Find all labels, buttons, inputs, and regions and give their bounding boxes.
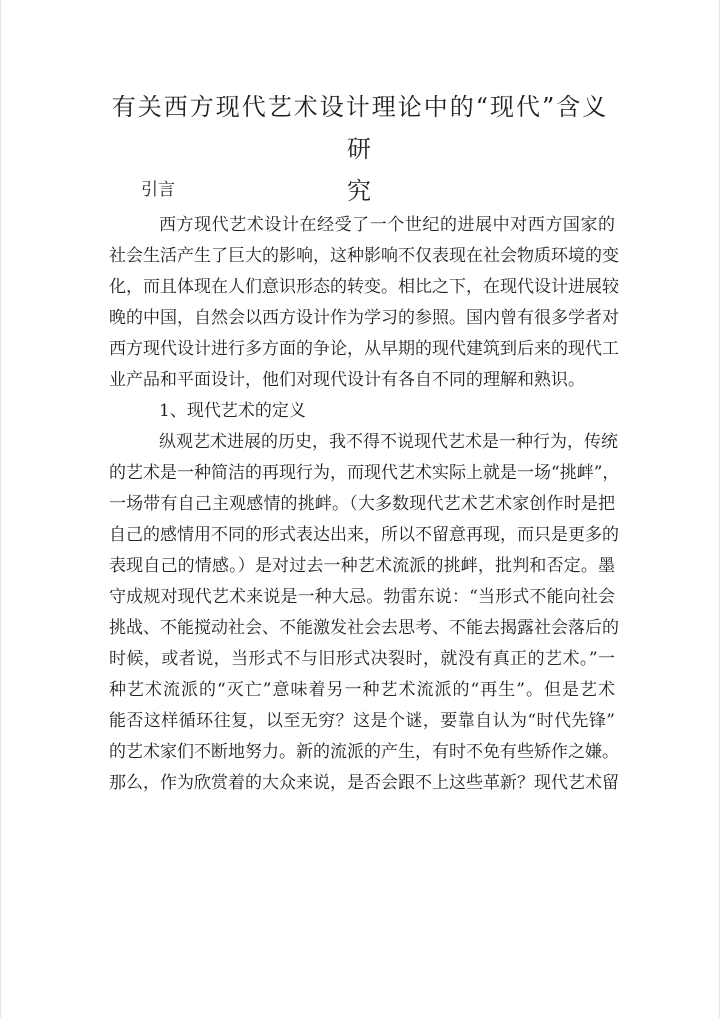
paragraph-line: 时候，或者说，当形式不与旧形式决裂时，就没有真正的艺术。”一: [109, 649, 615, 669]
paragraph-line: 表现自己的情感。）是对过去一种艺术流派的挑衅，批判和否定。墨: [109, 556, 615, 576]
paragraph-line: 纵观艺术进展的历史，我不得不说现代艺术是一种行为，传统: [159, 432, 618, 452]
paragraph-line: 的艺术是一种简洁的再现行为，而现代艺术实际上就是一场“挑衅”，: [109, 463, 620, 483]
intro-heading: 引言: [141, 180, 175, 200]
paragraph-line: 社会生活产生了巨大的影响，这种影响不仅表现在社会物质环境的变: [109, 246, 619, 266]
title-line-1: 有关西方现代艺术设计理论中的“现代”含义研: [111, 93, 609, 163]
paragraph-line: 守成规对现代艺术来说是一种大忌。勃雷东说：“当形式不能向社会: [109, 587, 615, 607]
section-heading: 1、现代艺术的定义: [159, 401, 306, 421]
paragraph-line: 西方现代艺术设计在经受了一个世纪的进展中对西方国家的: [159, 215, 615, 235]
paragraph-line: 自己的感情用不同的形式表达出来，所以不留意再现，而只是更多的: [109, 525, 619, 545]
paragraph-line: 种艺术流派的“灭亡”意味着另一种艺术流派的“再生”。但是艺术: [109, 680, 615, 700]
paragraph-line: 挑战、不能搅动社会、不能激发社会去思考、不能去揭露社会落后的: [109, 618, 619, 638]
page-left-edge: [0, 0, 1, 1018]
paragraph-line: 化，而且体现在人们意识形态的转变。相比之下，在现代设计进展较: [109, 277, 619, 297]
paragraph-line: 的艺术家们不断地努力。新的流派的产生，有时不免有些矫作之嫌。: [109, 742, 619, 762]
paragraph-line: 西方现代设计进行多方面的争论，从早期的现代建筑到后来的现代工: [109, 339, 619, 359]
paragraph-line: 晚的中国，自然会以西方设计作为学习的参照。国内曾有很多学者对: [109, 308, 619, 328]
paragraph-line: 那么，作为欣赏着的大众来说，是否会跟不上这些革新？现代艺术留: [109, 773, 619, 793]
paragraph-line: 一场带有自己主观感情的挑衅。（大多数现代艺术艺术家创作时是把: [109, 494, 615, 514]
title-line-2: 究: [347, 177, 373, 205]
body-text: [109, 210, 620, 799]
paragraph-line: 能否这样循环往复，以至无穷？这是个谜，要靠自认为“时代先锋”: [109, 711, 615, 731]
document-title: [100, 86, 620, 212]
paragraph-line: 业产品和平面设计，他们对现代设计有各自不同的理解和熟识。: [109, 370, 585, 390]
